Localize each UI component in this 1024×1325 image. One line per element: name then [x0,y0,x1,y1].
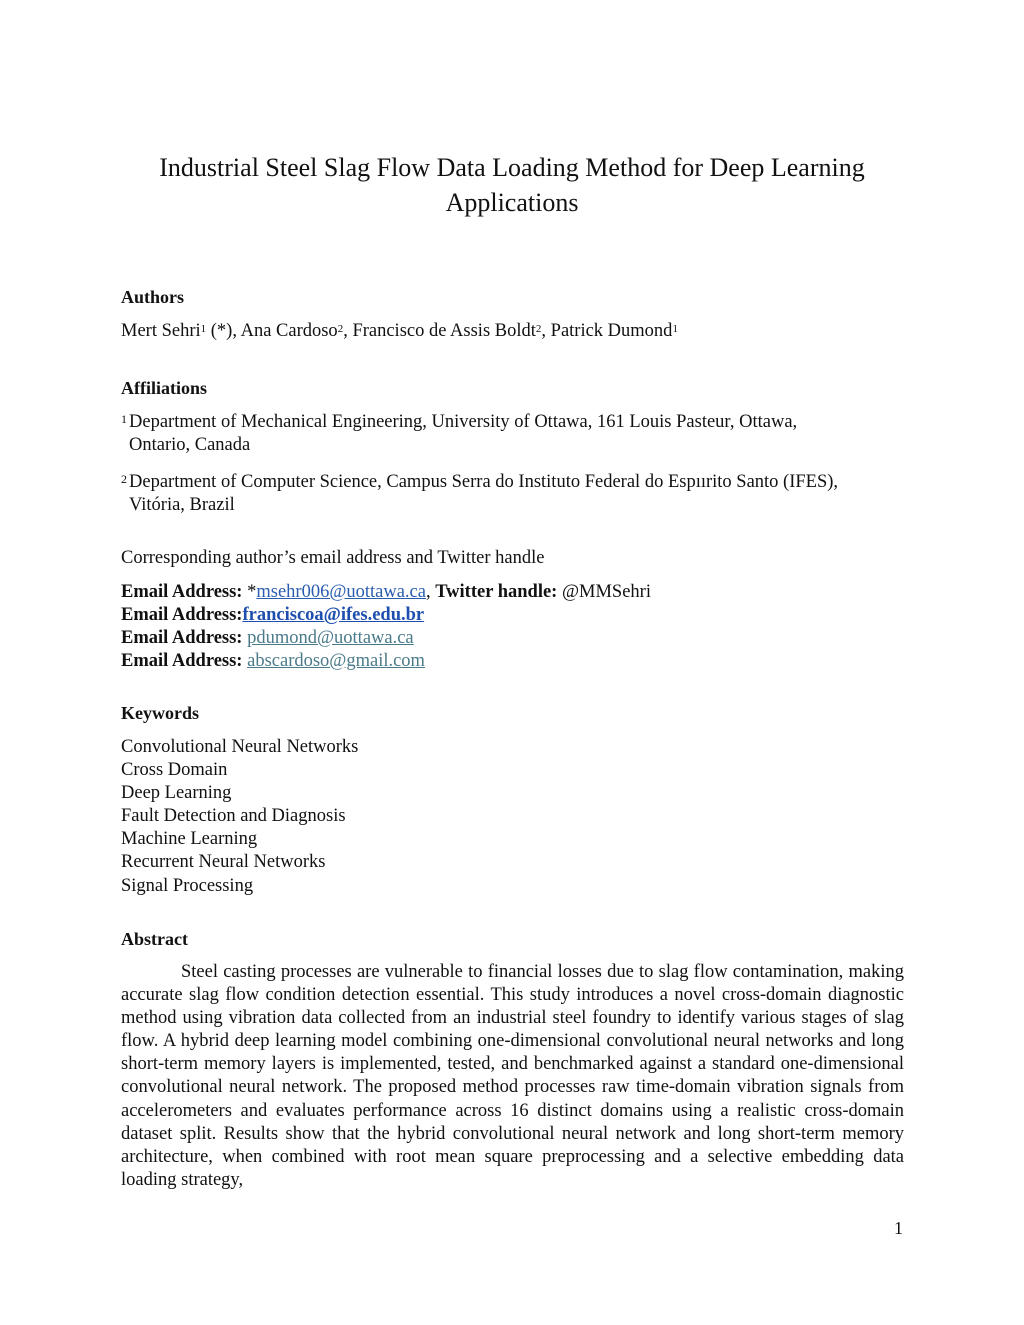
correspondence-intro: Corresponding author’s email address and Twitter handle [121,548,545,568]
author-name: Francisco de Assis Boldt [352,321,536,341]
affiliation-2-line-2: Vitória, Brazil [129,495,235,515]
affiliation-text: Department of Mechanical Engineering, University of Ottawa, 161 Louis Pasteur, Ottawa, [129,412,798,432]
author-name: Patrick Dumond [550,321,673,341]
abstract-text: Steel casting processes are vulnerable to financial losses due to slag flow contamination, making accurate slag flow condition detection essential. This study introduces a novel cross-domain diagnostic method using vibration data collected from an industrial steel foundry to identify various stages of slag flow. A hybrid deep learning model combining one-dimensional convolutional neural networks and long short-term memory layers is implemented, tested, and benchmarked against a standard one-dimensional convolutional neural network. The proposed method processes raw time-domain vibration signals from accelerometers and evaluates performance across 16 distinct domains using a realistic cross-domain dataset split. Results show that the hybrid convolutional neural network and long short-term memory architecture, when combined with root mean square preprocessing and a selective embedding data loading strategy, [121,962,904,1190]
twitter-handle: @MMSehri [561,582,651,602]
title-line-1: Industrial Steel Slag Flow Data Loading Method for Deep Learning [159,153,865,182]
author-separator: (*), [206,321,241,341]
author-name: Mert Sehri [121,321,201,341]
author-affil-sup: 1 [672,323,678,335]
keyword-list [121,736,358,898]
email-row-3 [121,627,414,650]
author-separator: , [541,321,551,341]
email-link-cardoso[interactable]: abscardoso@gmail.com [247,651,425,671]
keyword-item: Fault Detection and Diagnosis [121,806,346,827]
email-row-4 [121,650,425,673]
abstract-heading: Abstract [121,929,188,949]
twitter-label: Twitter handle: [435,582,558,602]
keyword-item: Machine Learning [121,829,258,850]
email-link-dumond[interactable]: pdumond@uottawa.ca [247,628,414,648]
email-label: Email Address: [121,605,243,625]
email-star: * [247,582,257,602]
email-label: Email Address: [121,582,243,602]
comma: , [425,582,431,602]
keyword-item: Deep Learning [121,783,232,804]
affiliation-2-line-1 [121,471,838,494]
affiliations-heading: Affiliations [121,378,208,398]
affiliation-number: 1 [121,412,127,426]
page-number: 1 [894,1218,903,1238]
keyword-item: Recurrent Neural Networks [121,852,326,873]
email-row-2 [121,604,424,627]
affiliation-1-line-2: Ontario, Canada [129,435,251,455]
affiliation-text: Department of Computer Science, Campus Serra do Instituto Federal do Espıırito Santo (IFES), [129,472,839,492]
author-affil-sup: 1 [200,323,207,335]
authors-heading: Authors [121,287,185,307]
affiliation-number: 2 [121,472,127,486]
email-label: Email Address: [121,628,243,648]
author-separator: , [343,321,353,341]
keyword-item: Convolutional Neural Networks [121,737,359,757]
email-label: Email Address: [121,651,243,671]
title-line-2: Applications [445,188,579,217]
keyword-item: Signal Processing [121,875,254,896]
paper-title [110,150,914,220]
author-list [121,320,678,343]
email-link-msehri[interactable]: msehr006@uottawa.ca [256,582,426,602]
author-affil-sup: 2 [337,323,344,335]
author-affil-sup: 2 [535,323,542,335]
keywords-heading: Keywords [121,703,199,723]
keyword-item: Cross Domain [121,760,228,781]
email-link-boldt[interactable]: franciscoa@ifes.edu.br [242,605,425,625]
author-name: Ana Cardoso [240,321,338,341]
email-row-1 [121,581,651,604]
affiliation-1-line-1 [121,411,797,434]
